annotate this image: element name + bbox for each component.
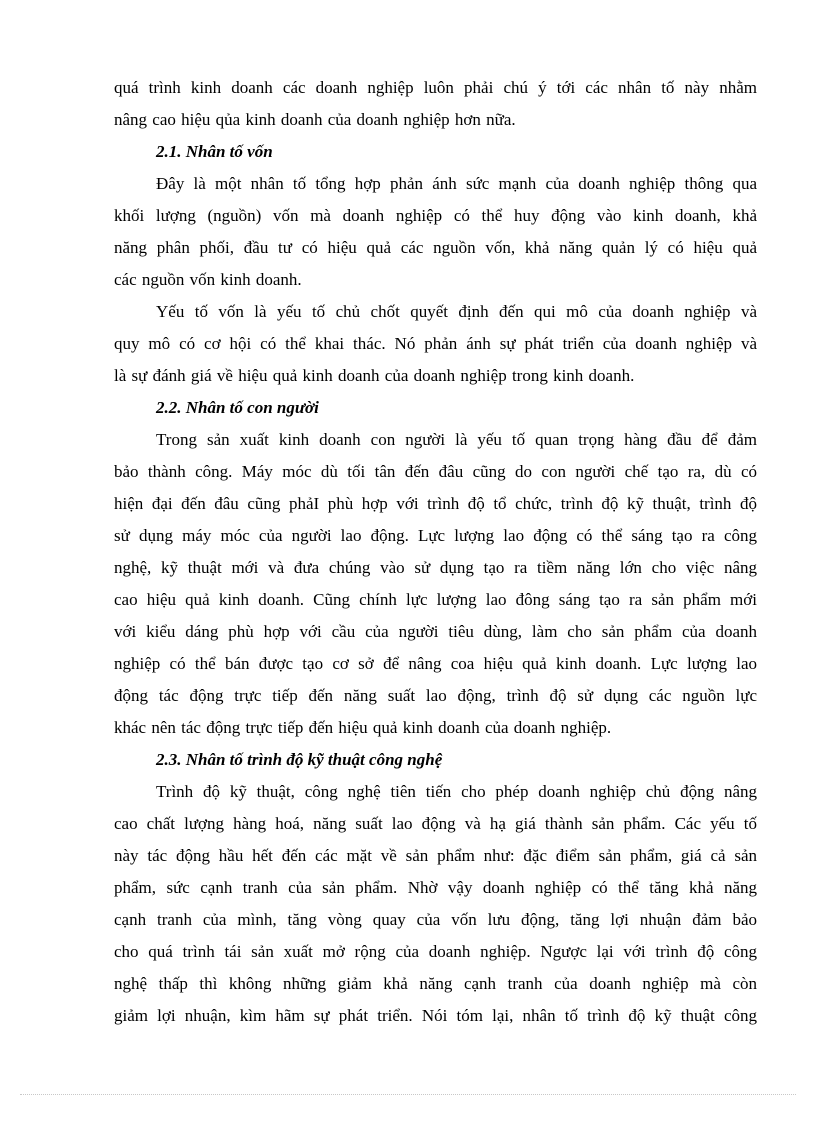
text-line: sử dụng máy móc của người lao động. Lực lượng lao động có thể sáng tạo ra công bbox=[114, 526, 757, 545]
text-line: hiện đại đến đâu cũng phảI phù hợp với trình độ tổ chức, trình độ kỹ thuật, trình độ bbox=[114, 494, 757, 513]
paragraph bbox=[114, 296, 757, 392]
section-von bbox=[114, 136, 757, 392]
text-line: với kiểu dáng phù hợp với cầu của người tiêu dùng, làm cho sản phẩm của doanh bbox=[114, 622, 757, 641]
text-line: khối lượng (nguồn) vốn mà doanh nghiệp có thể huy động vào kinh doanh, khả bbox=[114, 206, 757, 225]
text-line: cao chất lượng hàng hoá, năng suất lao động và hạ giá thành sản phẩm. Các yếu tố bbox=[114, 814, 757, 833]
text-line: giảm lợi nhuận, kìm hãm sự phát triển. Nói tóm lại, nhân tố trình độ kỹ thuật công bbox=[114, 1006, 757, 1025]
text-line: Đây là một nhân tố tổng hợp phản ánh sức mạnh của doanh nghiệp thông qua bbox=[156, 174, 757, 193]
document-page bbox=[114, 72, 757, 1032]
section-heading: 2.1. Nhân tố vốn bbox=[156, 142, 273, 161]
section-con-nguoi bbox=[114, 392, 757, 744]
text-line: cho quá trình tái sản xuất mở rộng của doanh nghiệp. Ngược lại với trình độ công bbox=[114, 942, 757, 961]
text-line: phẩm, sức cạnh tranh của sản phẩm. Nhờ vậy doanh nghiệp có thể tăng khả năng bbox=[114, 878, 757, 897]
text-line: quá trình kinh doanh các doanh nghiệp luôn phải chú ý tới các nhân tố này nhằm bbox=[114, 78, 757, 97]
page-bottom-divider bbox=[20, 1094, 796, 1095]
text-line: các nguồn vốn kinh doanh. bbox=[114, 270, 302, 289]
text-line: khác nên tác động trực tiếp đến hiệu quả kinh doanh của doanh nghiệp. bbox=[114, 718, 612, 737]
text-line: quy mô có cơ hội có thể khai thác. Nó phản ánh sự phát triển của doanh nghiệp và bbox=[114, 334, 757, 353]
paragraph bbox=[114, 424, 757, 744]
text-line: là sự đánh giá về hiệu quả kinh doanh của doanh nghiệp trong kinh doanh. bbox=[114, 366, 635, 385]
text-line: Trình độ kỹ thuật, công nghệ tiên tiến cho phép doanh nghiệp chủ động nâng bbox=[156, 782, 757, 801]
text-line: cao hiệu quả kinh doanh. Cũng chính lực lượng lao đông sáng tạo ra sản phẩm mới bbox=[114, 590, 757, 609]
text-line: này tác động hầu hết đến các mặt về sản phẩm như: đặc điểm sản phẩm, giá cả sản bbox=[114, 846, 757, 865]
text-line: nghiệp có thể bán được tạo cơ sở để nâng coa hiệu quả kinh doanh. Lực lượng lao bbox=[114, 654, 757, 673]
text-line: nghệ, kỹ thuật mới và đưa chúng vào sử dụng tạo ra tiềm năng lớn cho việc nâng bbox=[114, 558, 757, 577]
text-line: động tác động trực tiếp đến năng suất lao động, trình độ sử dụng các nguồn lực bbox=[114, 686, 757, 705]
text-line: Yếu tố vốn là yếu tố chủ chốt quyết định đến qui mô của doanh nghiệp và bbox=[156, 302, 757, 321]
text-line: bảo thành công. Máy móc dù tối tân đến đâu cũng do con người chế tạo ra, dù có bbox=[114, 462, 757, 481]
text-line: năng phân phối, đầu tư có hiệu quả các nguồn vốn, khả năng quản lý có hiệu quả bbox=[114, 238, 757, 257]
text-line: Trong sản xuất kinh doanh con người là yếu tố quan trọng hàng đầu để đảm bbox=[156, 430, 757, 449]
text-line: nghệ thấp thì không những giảm khả năng cạnh tranh của doanh nghiệp mà còn bbox=[114, 974, 757, 993]
section-heading: 2.3. Nhân tố trình độ kỹ thuật công nghệ bbox=[156, 750, 443, 769]
section-ky-thuat-cong-nghe bbox=[114, 744, 757, 1032]
intro-paragraph bbox=[114, 72, 757, 136]
paragraph bbox=[114, 168, 757, 296]
text-line: cạnh tranh của mình, tăng vòng quay của vốn lưu động, tăng lợi nhuận đảm bảo bbox=[114, 910, 757, 929]
section-heading: 2.2. Nhân tố con người bbox=[156, 398, 319, 417]
paragraph bbox=[114, 776, 757, 1032]
text-line: nâng cao hiệu qủa kinh doanh của doanh nghiệp hơn nữa. bbox=[114, 110, 516, 129]
